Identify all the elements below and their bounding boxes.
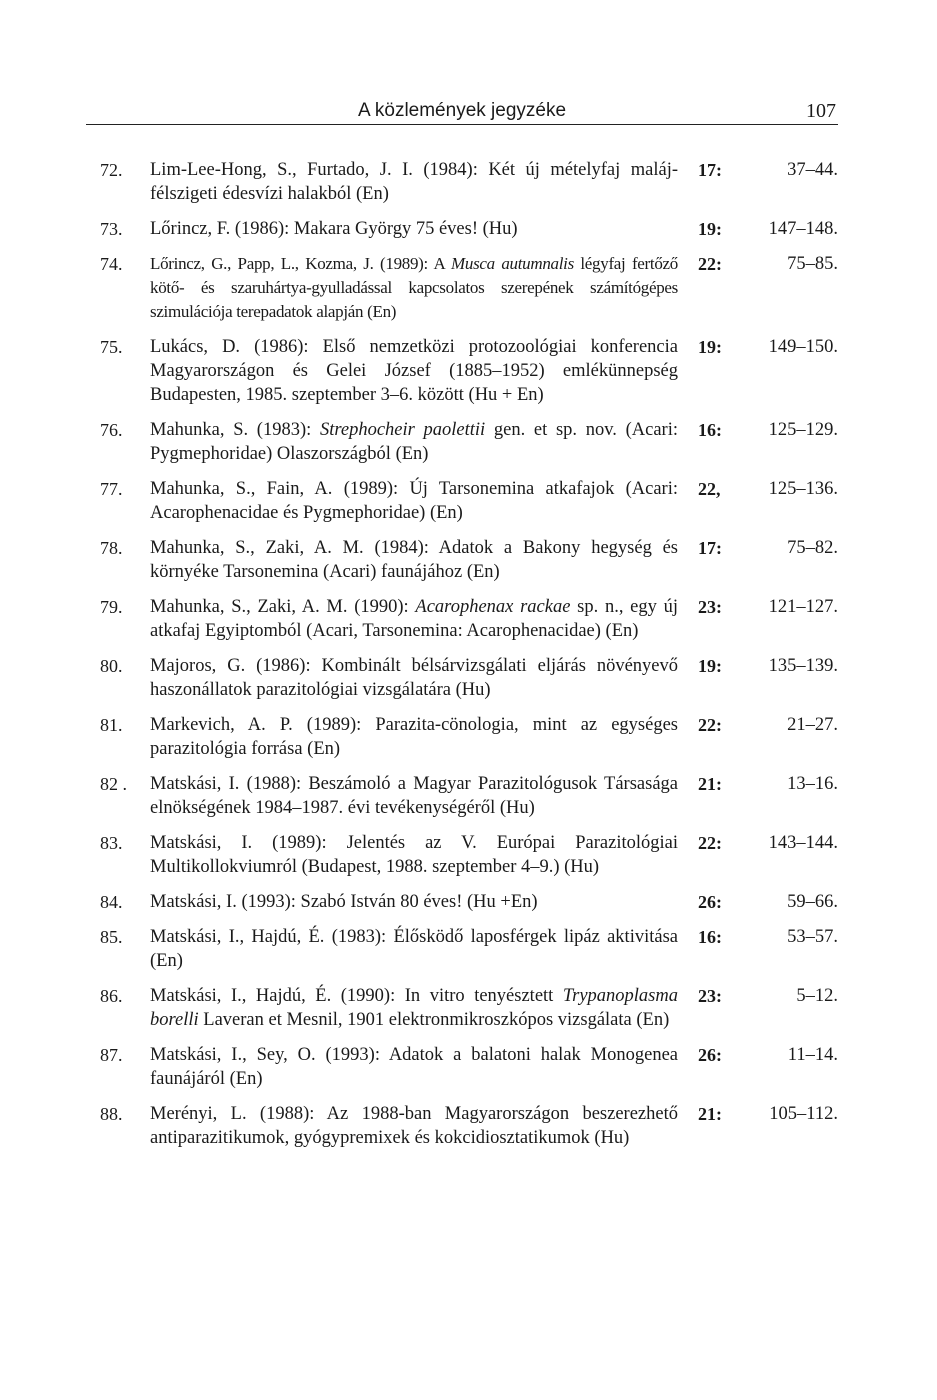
entry-pages: 59–66. <box>787 892 838 912</box>
list-item <box>100 252 840 324</box>
entry-volume: 23: <box>698 597 722 617</box>
entry-pages: 13–16. <box>787 774 838 794</box>
entry-volume: 17: <box>698 160 722 180</box>
entry-pages: 121–127. <box>768 597 838 617</box>
list-item <box>100 654 840 702</box>
entry-pages: 21–27. <box>787 715 838 735</box>
entry-number: 82 . <box>100 774 127 794</box>
entry-text: Mahunka, S. (1983): Strephocheir paolettii gen. et sp. nov. (Acari: Pygmephoridae) Olaszországból (En) <box>150 420 678 464</box>
entry-volume: 22, <box>698 479 721 499</box>
entry-pages: 75–82. <box>787 538 838 558</box>
entry-text: Lukács, D. (1986): Első nemzetközi protozoológiai konferencia Magyarországon és Gelei József (1885–1952) emlékünnepség Budapesten, 1985. szeptember 3–6. között (Hu + En) <box>150 337 678 405</box>
entry-text: Matskási, I. (1989): Jelentés az V. Európai Parazitológiai Multikollokviumról (Budapest, 1988. szeptember 4–9.) (Hu) <box>150 833 678 877</box>
list-item <box>100 217 840 241</box>
list-item <box>100 831 840 879</box>
header-title: A közlemények jegyzéke <box>357 100 567 121</box>
entry-pages: 149–150. <box>768 337 838 357</box>
entry-volume: 22: <box>698 715 722 735</box>
entry-number: 72. <box>100 160 123 180</box>
list-item <box>100 1043 840 1091</box>
entry-volume: 22: <box>698 254 722 274</box>
entry-text: Majoros, G. (1986): Kombinált bélsárvizsgálati eljárás növényevő haszonállatok parazitológiai vizsgálatára (Hu) <box>150 656 678 700</box>
entry-pages: 11–14. <box>787 1045 838 1065</box>
entry-pages: 147–148. <box>768 219 838 239</box>
entry-number: 74. <box>100 254 123 274</box>
entry-pages: 37–44. <box>787 160 838 180</box>
entry-volume: 21: <box>698 1104 722 1124</box>
entry-text: Mahunka, S., Zaki, A. M. (1984): Adatok a Bakony hegység és környéke Tarsonemina (Acari) faunájához (En) <box>150 538 678 582</box>
entry-pages: 135–139. <box>768 656 838 676</box>
list-item <box>100 772 840 820</box>
entry-volume: 16: <box>698 927 722 947</box>
entry-volume: 17: <box>698 538 722 558</box>
entry-number: 73. <box>100 219 123 239</box>
entry-volume: 19: <box>698 337 722 357</box>
entry-number: 77. <box>100 479 123 499</box>
entry-text: Merényi, L. (1988): Az 1988-ban Magyarországon beszerezhető antiparazitikumok, gyógypremixek és kokcidiosztatikumok (Hu) <box>150 1104 678 1148</box>
entry-number: 88. <box>100 1104 123 1124</box>
list-item <box>100 984 840 1032</box>
entry-number: 81. <box>100 715 123 735</box>
entry-number: 86. <box>100 986 123 1006</box>
entry-text: Lőrincz, F. (1986): Makara György 75 éves! (Hu) <box>150 219 518 239</box>
entry-number: 83. <box>100 833 123 853</box>
entry-text: Markevich, A. P. (1989): Parazita-cönologia, mint az egységes parazitológia forrása (En) <box>150 715 678 759</box>
publication-list <box>100 158 840 1161</box>
entry-number: 85. <box>100 927 123 947</box>
list-item <box>100 713 840 761</box>
entry-pages: 5–12. <box>796 986 838 1006</box>
entry-number: 78. <box>100 538 123 558</box>
list-item <box>100 477 840 525</box>
entry-volume: 26: <box>698 1045 722 1065</box>
entry-volume: 21: <box>698 774 722 794</box>
running-header <box>86 98 838 125</box>
list-item <box>100 536 840 584</box>
entry-volume: 26: <box>698 892 722 912</box>
entry-text: Lim-Lee-Hong, S., Furtado, J. I. (1984): Két új mételyfaj maláj-félszigeti édesvízi halakból (En) <box>150 160 678 204</box>
entry-text: Matskási, I., Hajdú, É. (1983): Élősködő laposférgek lipáz aktivitása (En) <box>150 927 678 971</box>
entry-number: 75. <box>100 337 123 357</box>
entry-text: Matskási, I., Hajdú, É. (1990): In vitro tenyésztett Trypanoplasma borelli Laveran et Mesnil, 1901 elektronmikroszkópos vizsgálata (En) <box>150 986 678 1030</box>
entry-volume: 19: <box>698 656 722 676</box>
entry-volume: 23: <box>698 986 722 1006</box>
entry-number: 76. <box>100 420 123 440</box>
entry-text: Mahunka, S., Zaki, A. M. (1990): Acarophenax rackae sp. n., egy új atkafaj Egyiptomból (Acari, Tarsonemina: Acarophenacidae) (En) <box>150 597 679 641</box>
entry-number: 84. <box>100 892 123 912</box>
list-item <box>100 158 840 206</box>
list-item <box>100 890 840 914</box>
entry-number: 80. <box>100 656 123 676</box>
entry-number: 79. <box>100 597 123 617</box>
entry-pages: 75–85. <box>787 254 838 274</box>
entry-text: Matskási, I., Sey, O. (1993): Adatok a balatoni halak Monogenea faunájáról (En) <box>150 1045 678 1089</box>
entry-number: 87. <box>100 1045 123 1065</box>
entry-text: Mahunka, S., Fain, A. (1989): Új Tarsonemina atkafajok (Acari: Acarophenacidae és Pygmephoridae) (En) <box>150 479 678 523</box>
entry-text: Matskási, I. (1993): Szabó István 80 éves! (Hu +En) <box>150 892 538 912</box>
entry-volume: 16: <box>698 420 722 440</box>
list-item <box>100 1102 840 1150</box>
entry-text: Lőrincz, G., Papp, L., Kozma, J. (1989): A Musca autumnalis légyfaj fertőző kötő- és szaruhártya-gyulladással kapcsolatos szerepének számítógépes szimulációja terepadatok alapján (En) <box>150 254 678 321</box>
entry-text: Matskási, I. (1988): Beszámoló a Magyar Parazitológusok Társasága elnökségének 1984–1987. évi tevékenységéről (Hu) <box>150 774 678 818</box>
list-item <box>100 418 840 466</box>
entry-pages: 125–129. <box>768 420 838 440</box>
entry-pages: 143–144. <box>768 833 838 853</box>
entry-volume: 19: <box>698 219 722 239</box>
list-item <box>100 335 840 407</box>
page-number: 107 <box>806 100 836 122</box>
entry-volume: 22: <box>698 833 722 853</box>
entry-pages: 125–136. <box>768 479 838 499</box>
entry-pages: 53–57. <box>787 927 838 947</box>
list-item <box>100 925 840 973</box>
list-item <box>100 595 840 643</box>
entry-pages: 105–112. <box>769 1104 838 1124</box>
